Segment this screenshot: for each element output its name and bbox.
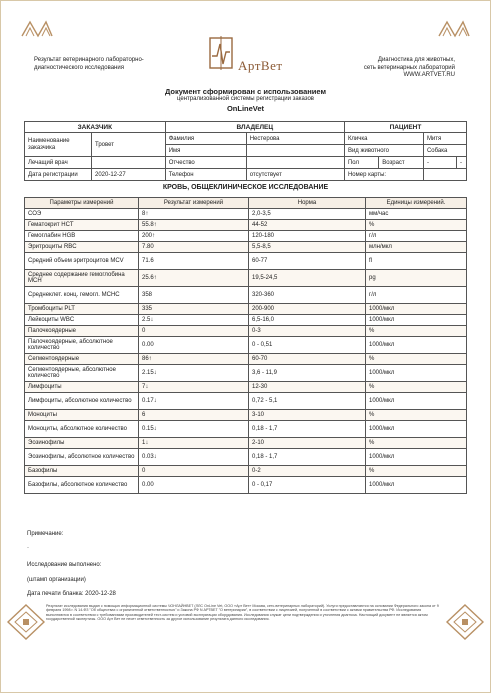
table-row [25, 231, 467, 242]
table-row [25, 270, 467, 287]
result-cell: 0.15↓ [139, 421, 249, 438]
parameter-cell: Палочкоядерные, абсолютное количество [25, 337, 139, 354]
patronymic-label: Отчество [165, 157, 246, 169]
parameter-cell: Базофилы [25, 466, 139, 477]
units-cell: 1000/мкл [366, 337, 467, 354]
ornament-top-left [20, 18, 54, 38]
result-cell: 1↓ [139, 438, 249, 449]
results-body [25, 209, 467, 494]
parameter-cell: Гематокрит HCT [25, 220, 139, 231]
parameter-cell: Среднее содержание гемоглобина MCH [25, 270, 139, 287]
col-units: Единицы измерений. [366, 198, 467, 209]
norm-cell: 0,18 - 1,7 [249, 449, 366, 466]
parameter-cell: Моноциты, абсолютное количество [25, 421, 139, 438]
norm-cell: 6,5-16,0 [249, 315, 366, 326]
header-customer: ЗАКАЗЧИК [25, 122, 166, 133]
customer-name-label: Наименование заказчика [25, 133, 92, 157]
norm-cell: 200-900 [249, 304, 366, 315]
units-cell: 1000/мкл [366, 449, 467, 466]
result-cell: 86↑ [139, 354, 249, 365]
result-cell: 2.15↓ [139, 365, 249, 382]
norm-cell: 320-360 [249, 287, 366, 304]
norm-cell: 44-52 [249, 220, 366, 231]
parameter-cell: СОЭ [25, 209, 139, 220]
norm-cell: 3,6 - 11,9 [249, 365, 366, 382]
table-row [25, 326, 467, 337]
result-cell: 7.80 [139, 242, 249, 253]
result-cell: 6 [139, 410, 249, 421]
result-cell: 358 [139, 287, 249, 304]
units-cell: fl [366, 253, 467, 270]
norm-cell: 120-180 [249, 231, 366, 242]
norm-cell: 0-2 [249, 466, 366, 477]
legal-disclaimer: Результат исследования выдан с помощью информационной системы ЧОНЛАЙНВЕТ (ЛЛС OnLine Vet, ООО «Арт Вет» Москва, сеть ветеринарных лабораторий). Услуги предоставляются на основании Федерального закона от 9 февраля 1998 г. N 14-ФЗ "Об обществах с ограниченной ответственностью" и Закона РФ N АРТВЕТ "О ветеринарии", в соответствии с лицензией, полученной в соответствии с актами правительства РФ. Исследования выполняются в соответствии с требованиями производителей тест-систем и условий эксплуатации оборудования. Исследования служат цели подтверждения и уточнения диагноза. Настоящий документ не является актом государственной экспертизы. ООО Арт Вет не несет ответственность за другое использование результата данного исследования. [46, 604, 439, 622]
result-cell: 0.17↓ [139, 393, 249, 410]
units-cell: мм/час [366, 209, 467, 220]
table-row [25, 337, 467, 354]
logo-text: АртВет [238, 58, 283, 73]
parameter-cell: Среднеклет. конц. гемогл. MCHC [25, 287, 139, 304]
norm-cell: 0-3 [249, 326, 366, 337]
document-title: Документ сформирован с использованием [164, 87, 327, 96]
norm-cell: 0 - 0,51 [249, 337, 366, 354]
units-cell: 1000/мкл [366, 365, 467, 382]
norm-cell: 0 - 0,17 [249, 477, 366, 494]
document-subtitle: централизованной системы регистрации заказов [177, 96, 314, 102]
parameter-cell: Палочкоядерные [25, 326, 139, 337]
customer-name-value: Тровет [92, 133, 166, 157]
result-cell: 8↑ [139, 209, 249, 220]
parameter-cell: Средний объем эритроцитов MCV [25, 253, 139, 270]
table-row [25, 438, 467, 449]
surname-label: Фамилия [165, 133, 246, 145]
units-cell: % [366, 466, 467, 477]
units-cell: pg [366, 270, 467, 287]
card-number-value [423, 169, 466, 181]
performed-label: Исследование выполнено: [27, 562, 102, 568]
registration-date-label: Дата регистрации [25, 169, 92, 181]
result-cell: 200↑ [139, 231, 249, 242]
parameter-cell: Гемоглабин HGB [25, 231, 139, 242]
result-cell: 55.8↑ [139, 220, 249, 231]
right-line-2: сеть ветеринарных лабораторий [363, 64, 455, 71]
registration-date-value: 2020-12-27 [92, 169, 166, 181]
parameter-cell: Лейкоциты WBC [25, 315, 139, 326]
age-value: - [456, 157, 466, 169]
result-cell: 2.5↓ [139, 315, 249, 326]
units-cell: % [366, 220, 467, 231]
doctor-value [92, 157, 166, 169]
header-owner: ВЛАДЕЛЕЦ [165, 122, 344, 133]
norm-cell: 2-10 [249, 438, 366, 449]
first-name-value [246, 145, 344, 157]
units-cell: 1000/мкл [366, 315, 467, 326]
ornament-bottom-right [445, 603, 485, 641]
print-date: Дата печати бланка: 2020-12-28 [27, 591, 116, 597]
parameter-cell: Сегментоядерные [25, 354, 139, 365]
first-name-label: Имя [165, 145, 246, 157]
parameter-cell: Лимфоциты, абсолютное количество [25, 393, 139, 410]
units-cell: % [366, 354, 467, 365]
result-cell: 71.6 [139, 253, 249, 270]
parameter-cell: Сегментоядерные, абсолютное количество [25, 365, 139, 382]
table-row [25, 421, 467, 438]
table-row [25, 354, 467, 365]
norm-cell: 60-77 [249, 253, 366, 270]
table-row [25, 315, 467, 326]
species-value: Собака [423, 145, 466, 157]
result-cell: 25.6↑ [139, 270, 249, 287]
norm-cell: 19,5-24,5 [249, 270, 366, 287]
norm-cell: 3-10 [249, 410, 366, 421]
website-link[interactable]: WWW.ARTVET.RU [403, 72, 455, 78]
parameter-cell: Лимфоциты [25, 382, 139, 393]
table-row [25, 382, 467, 393]
norm-cell: 2,0-3,5 [249, 209, 366, 220]
units-cell: % [366, 382, 467, 393]
units-cell: % [366, 438, 467, 449]
doctor-label: Лечащий врач [25, 157, 92, 169]
parameter-cell: Эозинофилы, абсолютное количество [25, 449, 139, 466]
table-row [25, 365, 467, 382]
pet-name-value: Митя [423, 133, 466, 145]
notes-label: Примечание: [27, 531, 64, 537]
right-line-1: Диагностика для животных, [377, 57, 455, 63]
norm-cell: 60-70 [249, 354, 366, 365]
result-cell: 335 [139, 304, 249, 315]
units-cell: 1000/мкл [366, 477, 467, 494]
table-row [25, 449, 467, 466]
units-cell: 1000/мкл [366, 393, 467, 410]
ornament-bottom-left [6, 603, 46, 641]
table-row [25, 304, 467, 315]
norm-cell: 12-30 [249, 382, 366, 393]
units-cell: % [366, 410, 467, 421]
table-row [25, 477, 467, 494]
sex-label: Пол [344, 157, 378, 169]
result-cell: 7↓ [139, 382, 249, 393]
system-name: OnLineVet [226, 104, 265, 113]
table-row [25, 393, 467, 410]
table-row [25, 242, 467, 253]
col-parameter: Параметры измерений [25, 198, 139, 209]
result-cell: 0.00 [139, 337, 249, 354]
ornament-top-right [437, 18, 471, 38]
age-label: Возраст [379, 157, 424, 169]
notes-value: - [27, 545, 29, 551]
units-cell: млн/мкл [366, 242, 467, 253]
parameter-cell: Базофилы, абсолютное количество [25, 477, 139, 494]
table-row [25, 287, 467, 304]
card-number-label: Номер карты: [344, 169, 423, 181]
lab-description: Результат ветеринарного лабораторно-диагностического исследования [34, 57, 144, 71]
header-patient: ПАЦИЕНТ [344, 122, 466, 133]
parameter-cell: Эритроциты RBC [25, 242, 139, 253]
col-norm: Норма [249, 198, 366, 209]
sex-value: - [423, 157, 456, 169]
table-row [25, 410, 467, 421]
table-row [25, 209, 467, 220]
table-row [25, 253, 467, 270]
parameter-cell: Тромбоциты PLT [25, 304, 139, 315]
patronymic-value [246, 157, 344, 169]
surname-value: Нестерова [246, 133, 344, 145]
stamp-label: (штамп организации) [27, 577, 86, 583]
section-title: КРОВЬ, ОБЩЕКЛИНИЧЕСКОЕ ИССЛЕДОВАНИЕ [162, 184, 329, 191]
norm-cell: 0,18 - 1,7 [249, 421, 366, 438]
phone-label: Телефон [165, 169, 246, 181]
col-result: Результат измерений [139, 198, 249, 209]
results-table [24, 197, 467, 494]
units-cell: г/л [366, 287, 467, 304]
info-table [24, 121, 467, 181]
table-row [25, 466, 467, 477]
pet-name-label: Кличка [344, 133, 423, 145]
result-cell: 0 [139, 466, 249, 477]
norm-cell: 0,72 - 5,1 [249, 393, 366, 410]
units-cell: 1000/мкл [366, 421, 467, 438]
units-cell: 1000/мкл [366, 304, 467, 315]
result-cell: 0.03↓ [139, 449, 249, 466]
units-cell: г/л [366, 231, 467, 242]
lab-network-info [315, 57, 455, 80]
result-cell: 0 [139, 326, 249, 337]
species-label: Вид животного [344, 145, 423, 157]
units-cell: % [366, 326, 467, 337]
norm-cell: 5,5-8,5 [249, 242, 366, 253]
result-cell: 0.00 [139, 477, 249, 494]
phone-value: отсутствует [246, 169, 344, 181]
parameter-cell: Эозинофилы [25, 438, 139, 449]
table-row [25, 220, 467, 231]
parameter-cell: Моноциты [25, 410, 139, 421]
